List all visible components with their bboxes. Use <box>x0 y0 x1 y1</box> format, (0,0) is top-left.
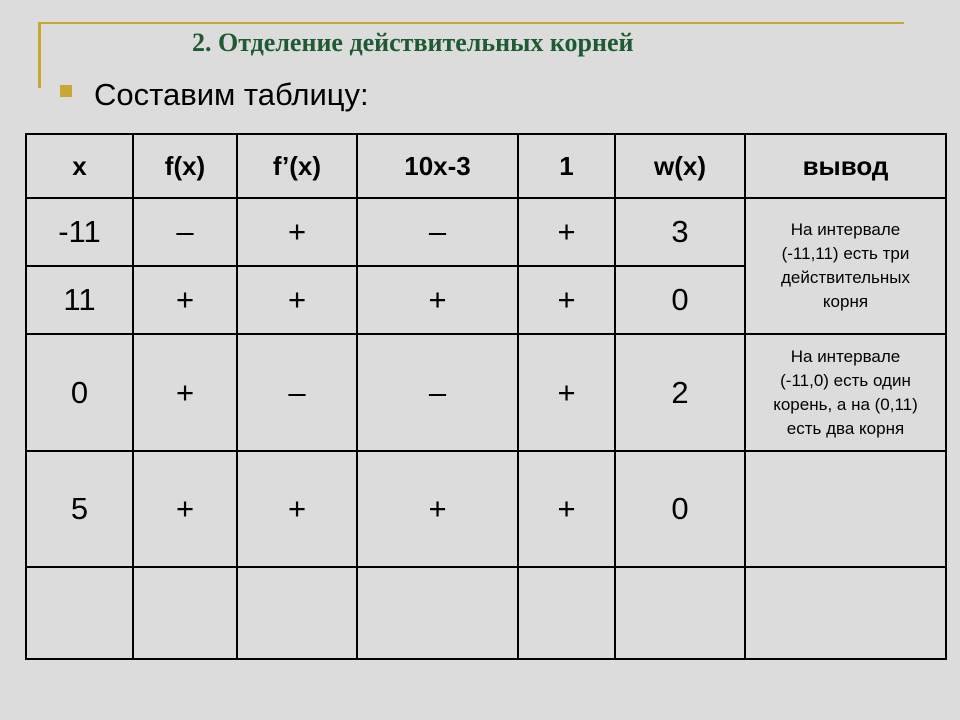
cell-wx: 2 <box>615 334 745 451</box>
col-header-10x-3: 10x-3 <box>357 134 518 198</box>
col-header-wx: w(x) <box>615 134 745 198</box>
cell-dfx: + <box>237 266 357 334</box>
cell-1: + <box>518 198 615 266</box>
cell-wx: 3 <box>615 198 745 266</box>
cell-10x-3: – <box>357 334 518 451</box>
cell-conclusion <box>745 567 946 659</box>
cell-1: + <box>518 451 615 567</box>
cell-fx: + <box>133 451 237 567</box>
cell-fx: – <box>133 198 237 266</box>
cell-x: 11 <box>26 266 133 334</box>
cell-x: 5 <box>26 451 133 567</box>
table-row <box>26 334 946 451</box>
cell-conclusion <box>745 451 946 567</box>
cell-wx: 0 <box>615 451 745 567</box>
cell-fx <box>133 567 237 659</box>
conclusion-line: действительных <box>780 268 911 287</box>
cell-wx <box>615 567 745 659</box>
cell-1: + <box>518 266 615 334</box>
decor-vertical-line <box>38 22 41 88</box>
conclusion-line: (-11,11) есть три <box>781 244 910 263</box>
cell-10x-3: – <box>357 198 518 266</box>
cell-conclusion <box>745 334 946 451</box>
col-header-fx: f(x) <box>133 134 237 198</box>
table-row <box>26 451 946 567</box>
conclusion-line: На интервале <box>790 220 901 239</box>
col-header-1: 1 <box>518 134 615 198</box>
decor-horizontal-line <box>38 22 904 24</box>
cell-x: -11 <box>26 198 133 266</box>
table-row <box>26 198 946 266</box>
slide-subtitle: Составим таблицу: <box>94 77 369 112</box>
cell-dfx: + <box>237 198 357 266</box>
conclusion-line: На интервале <box>790 346 901 366</box>
cell-10x-3 <box>357 567 518 659</box>
sign-table <box>25 133 947 660</box>
cell-1 <box>518 567 615 659</box>
col-header-dfx: f’(x) <box>237 134 357 198</box>
bullet-icon <box>60 85 72 97</box>
cell-10x-3: + <box>357 451 518 567</box>
cell-x: 0 <box>26 334 133 451</box>
table-header-row <box>26 134 946 198</box>
cell-dfx <box>237 567 357 659</box>
conclusion-line: корня <box>822 292 869 311</box>
table-row <box>26 567 946 659</box>
cell-wx: 0 <box>615 266 745 334</box>
cell-dfx: – <box>237 334 357 451</box>
cell-conclusion <box>745 198 946 334</box>
cell-fx: + <box>133 334 237 451</box>
conclusion-line: есть два корня <box>786 418 905 438</box>
cell-x <box>26 567 133 659</box>
slide-title: 2. Отделение действительных корней <box>192 28 634 57</box>
cell-10x-3: + <box>357 266 518 334</box>
cell-1: + <box>518 334 615 451</box>
cell-dfx: + <box>237 451 357 567</box>
cell-fx: + <box>133 266 237 334</box>
col-header-conclusion: вывод <box>745 134 946 198</box>
conclusion-line: (-11,0) есть один <box>780 370 911 390</box>
col-header-x: x <box>26 134 133 198</box>
conclusion-line: корень, а на (0,11) <box>773 394 918 414</box>
